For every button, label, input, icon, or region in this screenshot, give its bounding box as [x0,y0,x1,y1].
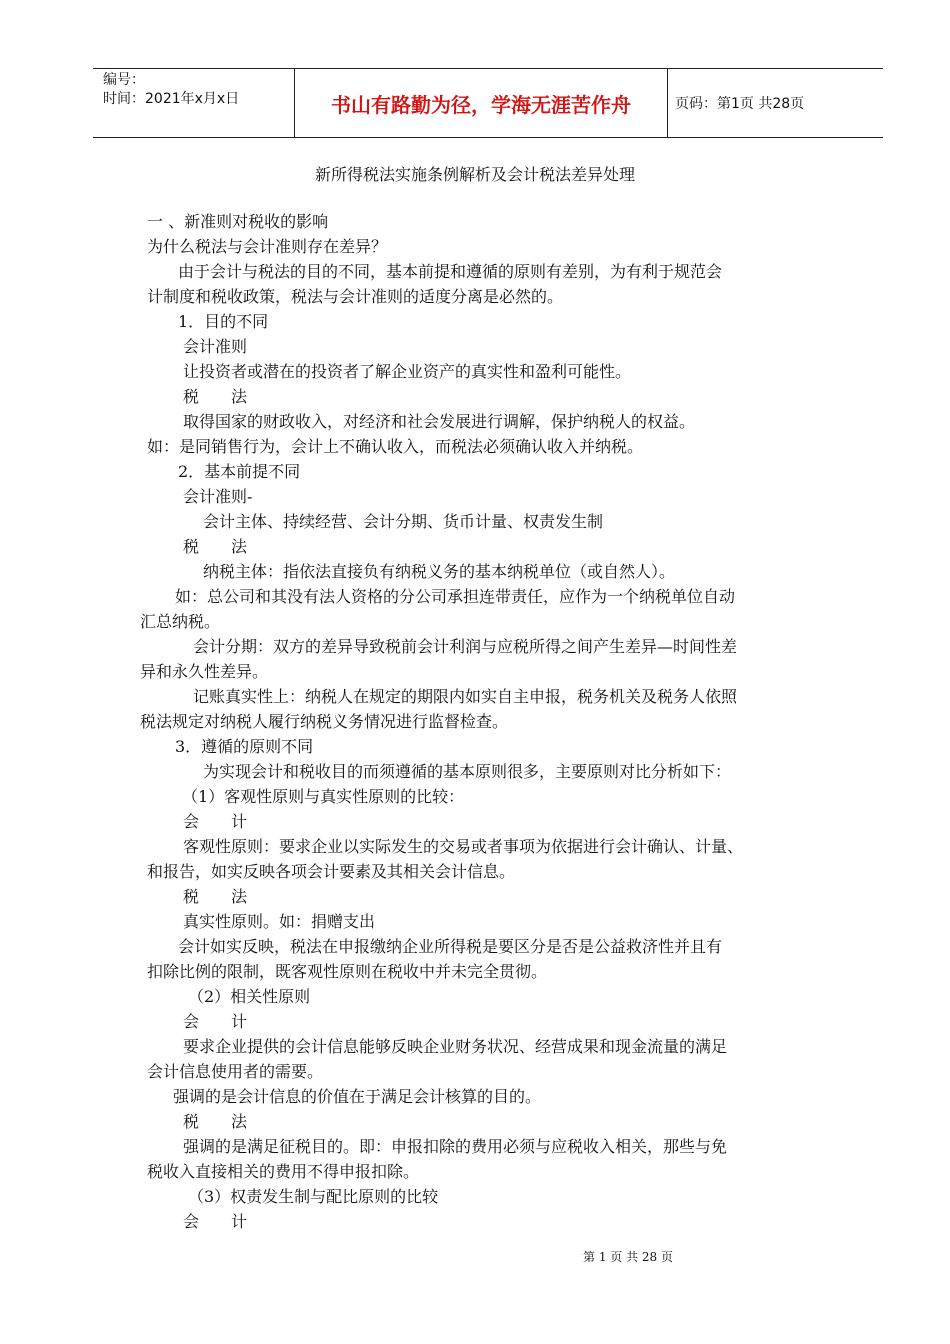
page-footer: 第 1 页 共 28 页 [583,1250,673,1264]
question-line: 为什么税法与会计准则存在差异？ [147,237,388,256]
label-line: 税 法 [183,887,248,906]
document-header [93,68,883,138]
paragraph-line: 强调的是会计信息的价值在于满足会计核算的目的。 [173,1087,542,1106]
paragraph-line: 和报告，如实反映各项会计要素及其相关会计信息。 [147,862,516,881]
paragraph-line: 会计信息使用者的需要。 [147,1062,324,1081]
paragraph-line: 如：总公司和其没有法人资格的分公司承担连带责任，应作为一个纳税单位自动 [175,587,736,606]
paragraph-line: 扣除比例的限制，既客观性原则在税收中并未完全贯彻。 [147,962,548,981]
paragraph-line: 汇总纳税。 [140,612,221,631]
paragraph-line: 由于会计与税法的目的不同，基本前提和遵循的原则有差别，为有利于规范会 [178,262,723,281]
paragraph-line: 取得国家的财政收入，对经济和社会发展进行调解，保护纳税人的权益。 [183,412,696,431]
time-label: 时间：2021年x月x日 [103,91,240,107]
paragraph-line: 要求企业提供的会计信息能够反映企业财务状况、经营成果和现金流量的满足 [183,1037,728,1056]
header-motto: 书山有路勤为径，学海无涯苦作舟 [331,92,631,117]
paragraph-line: 如：是同销售行为，会计上不确认收入，而税法必须确认收入并纳税。 [147,437,644,456]
paragraph-line: 计制度和税收政策，税法与会计准则的适度分离是必然的。 [147,287,564,306]
header-page-info: 页码：第1页 共28页 [675,96,805,112]
paragraph-line: 会计如实反映，税法在申报缴纳企业所得税是要区分是否是公益救济性并且有 [178,937,723,956]
header-divider [667,69,668,137]
subheading: 1．目的不同 [178,312,269,331]
paragraph-line: 会计主体、持续经营、会计分期、货币计量、权责发生制 [203,512,604,531]
paragraph-line: 税法规定对纳税人履行纳税义务情况进行监督检查。 [140,712,509,731]
paragraph-line: 强调的是满足征税目的。即：申报扣除的费用必须与应税收入相关，那些与免 [183,1137,728,1156]
subheading: （1）客观性原则与真实性原则的比较： [182,787,465,806]
subheading: （2）相关性原则 [188,987,311,1006]
subheading: 2．基本前提不同 [178,462,301,481]
paragraph-line: 为实现会计和税收目的而须遵循的基本原则很多，主要原则对比分析如下： [203,762,732,781]
code-label: 编号： [103,72,145,88]
paragraph-line: 异和永久性差异。 [140,662,269,681]
label-line: 会计准则 [183,337,248,356]
label-line: 会 计 [183,812,248,831]
paragraph-line: 税收入直接相关的费用不得申报扣除。 [147,1162,420,1181]
paragraph-line: 纳税主体：指依法直接负有纳税义务的基本纳税单位（或自然人）。 [203,562,676,581]
document-title: 新所得税法实施条例解析及会计税法差异处理 [314,165,635,184]
paragraph-line: 让投资者或潜在的投资者了解企业资产的真实性和盈利可能性。 [183,362,632,381]
label-line: 会计准则- [183,487,253,506]
section-heading: 一 、新准则对税收的影响 [147,212,329,231]
paragraph-line: 记账真实性上：纳税人在规定的期限内如实自主申报，税务机关及税务人依照 [193,687,738,706]
paragraph-line: 会计分期：双方的差异导致税前会计利润与应税所得之间产生差异—时间性差 [193,637,738,656]
label-line: 税 法 [183,387,248,406]
label-line: 税 法 [183,1112,248,1131]
subheading: （3）权责发生制与配比原则的比较 [188,1187,439,1206]
paragraph-line: 客观性原则：要求企业以实际发生的交易或者事项为依据进行会计确认、计量、 [183,837,744,856]
label-line: 税 法 [183,537,248,556]
label-line: 会 计 [183,1012,248,1031]
subheading: 3．遵循的原则不同 [175,737,314,756]
paragraph-line: 真实性原则。如：捐赠支出 [183,912,376,931]
header-meta [103,71,239,109]
label-line: 会 计 [183,1212,248,1231]
